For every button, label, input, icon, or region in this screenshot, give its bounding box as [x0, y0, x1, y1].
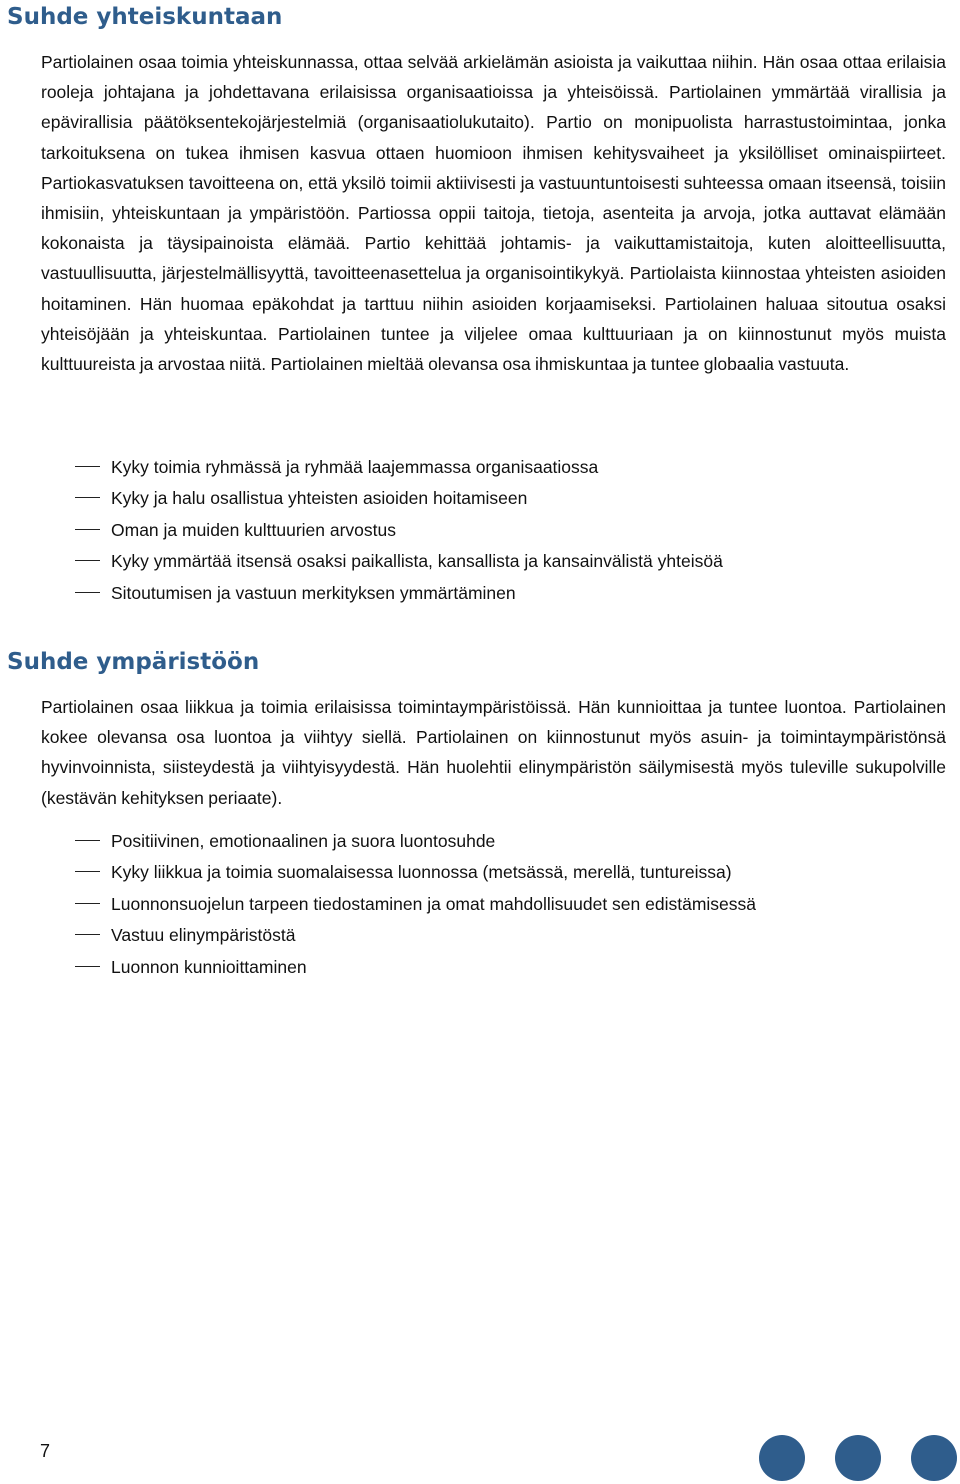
list-item	[75, 827, 756, 858]
list-item-text: Kyky toimia ryhmässä ja ryhmää laajemmassa organisaatiossa	[111, 457, 599, 477]
dash-bullet-icon	[75, 871, 100, 872]
list-item-text: Kyky ymmärtää itsensä osaksi paikallista, kansallista ja kansainvälistä yhteisöä	[111, 551, 723, 572]
list-item	[75, 858, 756, 889]
dash-bullet-icon	[75, 560, 100, 561]
list-item-text: Kyky ja halu osallistua yhteisten asioiden hoitamiseen	[111, 488, 528, 509]
decorative-circle-icon	[759, 1435, 805, 1481]
decorative-circle-icon	[835, 1435, 881, 1481]
list-item-text: Sitoutumisen ja vastuun merkityksen ymmärtäminen	[111, 582, 516, 603]
bullet-list-environment	[75, 827, 756, 984]
section-heading-environment: Suhde ympäristöön	[7, 649, 260, 675]
list-item-text: Positiivinen, emotionaalinen ja suora luontosuhde	[111, 831, 496, 851]
dash-bullet-icon	[75, 497, 100, 498]
list-item	[75, 890, 756, 921]
dash-bullet-icon	[75, 592, 100, 593]
list-item	[75, 516, 723, 547]
list-item	[75, 579, 723, 610]
list-item-text: Kyky liikkua ja toimia suomalaisessa luonnossa (metsässä, merellä, tuntureissa)	[111, 862, 732, 883]
section-paragraph-society: Partiolainen osaa toimia yhteiskunnassa, ottaa selvää arkielämän asioista ja vaikuttaa niihin. Hän osaa ottaa erilaisia rooleja johtajana ja johdettavana erilaisissa organisaatioissa ja yhteisöissä. Partiolainen ymmärtää virallisia ja epävirallisia päätöksentekojärjestelmiä (organisaatiolukutaito). Partio on monipuolista harrastustoimintaa, jonka tarkoituksena on tukea ihmisen kasvua ottaen huomioon ihmisen kehitysvaiheet ja yksilölliset ominaispiirteet. Partiokasvatuksen tavoitteena on, että yksilö toimii aktiivisesti ja vastuuntuntoisesti suhteessa omaan itseensä, toisiin ihmisiin, yhteiskuntaan ja ympäristöön. Partiossa oppii taitoja, tietoja, asenteita ja arvoja, jotka auttavat elämään kokonaista ja täysipainoista elämää. Partio kehittää johtamis- ja vaikuttamistaitoja, kuten aloitteellisuutta, vastuullisuutta, järjestelmällisyyttä, tavoitteenasettelua ja organisointikykyä. Partiolaista kiinnostaa yhteisten asioiden hoitaminen. Hän huomaa epäkohdat ja tarttuu niihin asioiden korjaamiseksi. Partiolainen haluaa sitoutua osaksi yhteisöjään ja yhteiskuntaa. Partiolainen tuntee ja viljelee omaa kulttuuriaan ja on kiinnostunut myös muista kulttuureista ja arvostaa niitä. Partiolainen mieltää olevansa osa ihmiskuntaa ja tuntee globaalia vastuuta.	[41, 52, 946, 375]
dash-bullet-icon	[75, 466, 100, 467]
dash-bullet-icon	[75, 529, 100, 530]
section-paragraph-environment: Partiolainen osaa liikkua ja toimia erilaisissa toimintaympäristöissä. Hän kunnioittaa ja tuntee luontoa. Partiolainen kokee olevansa osa luontoa ja viihtyy siellä. Partiolainen on kiinnostunut myös asuin- ja toimintaympäristönsä hyvinvoinnista, siisteydestä ja viihtyisyydestä. Hän huolehtii elinympäristön säilymisestä myös tuleville sukupolville (kestävän kehityksen periaate).	[41, 697, 946, 808]
dash-bullet-icon	[75, 966, 100, 967]
list-item-text: Luonnonsuojelun tarpeen tiedostaminen ja omat mahdollisuudet sen edistämisessä	[111, 893, 756, 914]
section-heading-society: Suhde yhteiskuntaan	[7, 4, 283, 30]
dash-bullet-icon	[75, 840, 100, 841]
list-item-text: Oman ja muiden kulttuurien arvostus	[111, 519, 396, 540]
list-item	[75, 453, 723, 484]
dash-bullet-icon	[75, 934, 100, 935]
list-item	[75, 484, 723, 515]
list-item-text: Vastuu elinympäristöstä	[111, 925, 296, 946]
page-number: 7	[40, 1441, 51, 1461]
list-item	[75, 953, 756, 984]
list-item	[75, 921, 756, 952]
decorative-circle-icon	[911, 1435, 957, 1481]
dash-bullet-icon	[75, 903, 100, 904]
list-item-text: Luonnon kunnioittaminen	[111, 956, 307, 977]
bullet-list-society	[75, 453, 723, 610]
list-item	[75, 547, 723, 578]
